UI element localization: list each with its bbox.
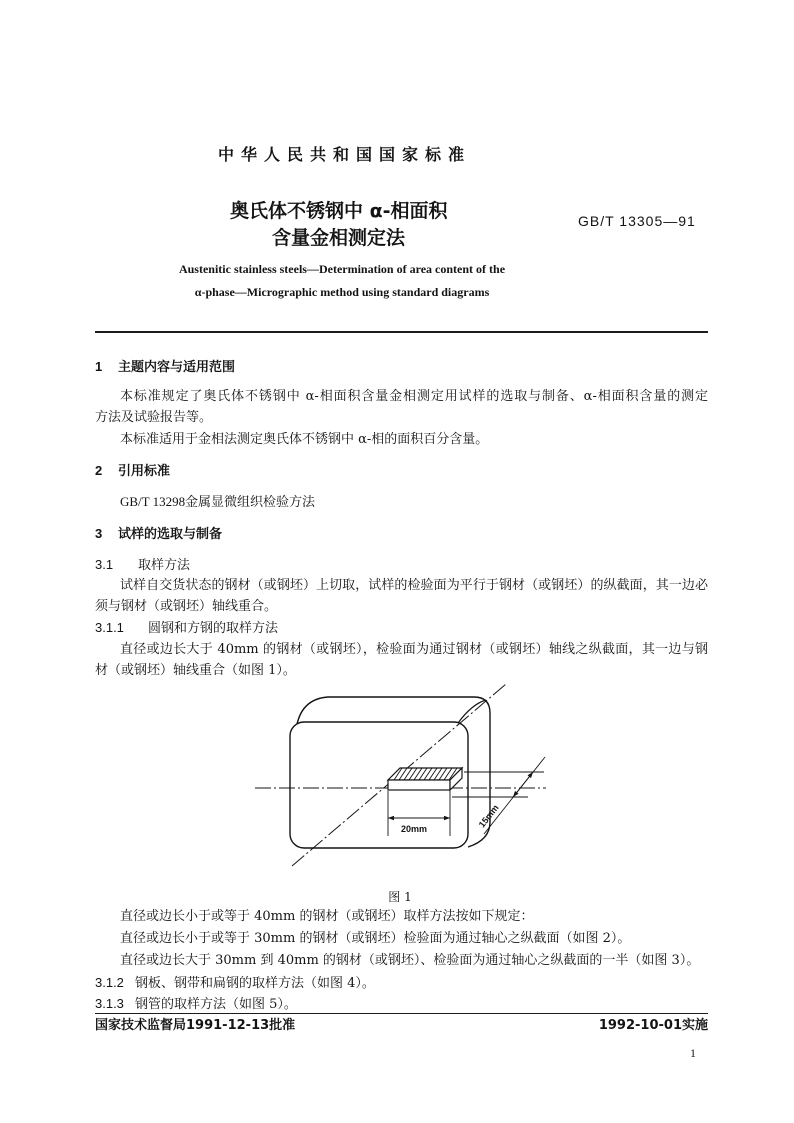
standard-code: GB/T 13305—91	[578, 213, 696, 229]
section-title: 试样的选取与制备	[118, 527, 223, 542]
section-1-para-1-line-1: 本标准规定了奥氏体不锈钢中 α-相面积含量金相测定用试样的选取与制备、α-相面积含量的测定	[120, 389, 708, 404]
section-number: 2	[95, 463, 103, 478]
subsection-title: 取样方法	[138, 558, 191, 573]
normative-reference	[120, 494, 315, 511]
page-number: 1	[690, 1046, 696, 1060]
approval-line: 国家技术监督局1991-12-13批准	[95, 1018, 296, 1033]
section-1-para-2: 本标准适用于金相法测定奥氏体不锈钢中 α-相的面积百分含量。	[120, 432, 489, 447]
subsection-3-1-2	[95, 975, 375, 992]
figure-1-caption: 图 1	[388, 890, 412, 904]
subsection-3-1-1-note-2: 直径或边长小于或等于 30mm 的钢材（或钢坯）检验面为通过轴心之纵截面（如图 2）。	[120, 931, 631, 946]
subsection-3-1-heading	[95, 557, 190, 574]
en-title-line-2: α-phase—Micrographic method using standard diagrams	[194, 285, 490, 299]
subsection-3-1-1-heading	[95, 620, 278, 637]
subsection-number: 3.1.3	[95, 996, 124, 1011]
subsection-3-1-1-note-3: 直径或边长大于 30mm 到 40mm 的钢材（或钢坯）、检验面为通过轴心之纵截面的一半（如图 3）。	[120, 953, 700, 968]
zh-title-line-1: 奥氏体不锈钢中 α-相面积	[230, 200, 448, 222]
section-1-para-1-line-2: 方法及试验报告等。	[95, 410, 213, 425]
subsection-3-1-para-line-2: 须与钢材（或钢坯）轴线重合。	[95, 599, 278, 614]
reference-code: GB/T 13298	[120, 494, 186, 509]
subsection-3-1-1-para-line-2: 材（或钢坯）轴线重合（如图 1）。	[95, 663, 296, 678]
subsection-number: 3.1.2	[95, 975, 124, 990]
section-title: 引用标准	[118, 464, 171, 479]
en-title-line-1: Austenitic stainless steels—Determination of area content of the	[178, 262, 506, 276]
zh-title-line-2: 含量金相测定法	[272, 227, 406, 249]
section-number: 3	[95, 526, 103, 541]
depth-dimension-line	[513, 772, 533, 797]
box-top-right-edge	[458, 700, 486, 723]
section-3-heading	[95, 526, 222, 543]
footer-divider	[95, 1013, 708, 1014]
subsection-text: 钢板、钢带和扁钢的取样方法（如图 4）。	[135, 976, 375, 991]
section-1-heading	[95, 359, 235, 376]
figure-1-drawing	[240, 670, 560, 880]
subsection-3-1-para-line-1: 试样自交货状态的钢材（或钢坯）上切取，试样的检验面为平行于钢材（或钢坯）的纵截面，其一边必	[120, 578, 708, 593]
effective-date-line: 1992-10-01实施	[598, 1018, 708, 1033]
header-divider	[95, 331, 708, 333]
subsection-text: 钢管的取样方法（如图 5）。	[135, 997, 297, 1012]
width-dimension-label: 20mm	[400, 824, 428, 834]
section-2-heading	[95, 463, 170, 480]
sample-front-face	[388, 780, 450, 790]
subsection-3-1-3	[95, 996, 297, 1013]
section-title: 主题内容与适用范围	[118, 360, 236, 375]
standard-category-title: 中华人民共和国国家标准	[218, 145, 472, 164]
reference-title: 金属显微组织检验方法	[185, 495, 316, 510]
subsection-number: 3.1	[95, 557, 114, 572]
section-number: 1	[95, 359, 103, 374]
subsection-3-1-1-note-1: 直径或边长小于或等于 40mm 的钢材（或钢坯）取样方法按如下规定：	[120, 909, 534, 924]
subsection-3-1-1-para-line-1: 直径或边长大于 40mm 的钢材（或钢坯），检验面为通过钢材（或钢坯）轴线之纵截面，其一边与钢	[120, 642, 708, 657]
depth-dimension-label: 15mm	[476, 802, 501, 830]
subsection-number: 3.1.1	[95, 620, 124, 635]
subsection-title: 圆钢和方钢的取样方法	[148, 621, 279, 636]
